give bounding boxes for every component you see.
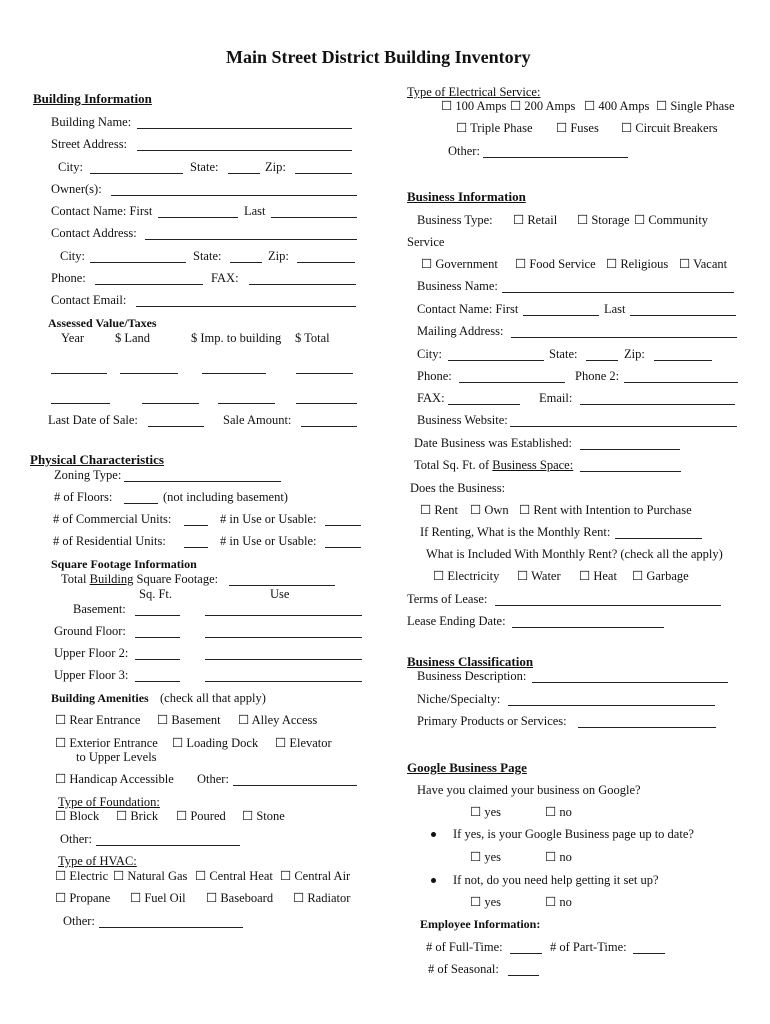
contact-state-field[interactable] xyxy=(230,262,262,263)
alley-access-checkbox[interactable]: ☐ Alley Access xyxy=(238,713,318,727)
imp-field-2[interactable] xyxy=(218,403,275,404)
description-label: Business Description: xyxy=(417,669,527,683)
hvac-other-field[interactable] xyxy=(99,927,243,928)
contact-first-field[interactable] xyxy=(158,217,238,218)
commercial-units-field[interactable] xyxy=(184,525,208,526)
contact-address-field[interactable] xyxy=(145,239,357,240)
foundation-block-checkbox[interactable]: ☐ Block xyxy=(55,809,100,823)
seasonal-field[interactable] xyxy=(508,975,539,976)
hvac-central-air-checkbox[interactable]: ☐ Central Air xyxy=(280,869,351,883)
state-field[interactable] xyxy=(228,173,260,174)
year-field-1[interactable] xyxy=(51,373,107,374)
contact-city-label: City: xyxy=(60,249,86,263)
floors-note: (not including basement) xyxy=(163,490,288,504)
q2-yes-checkbox[interactable]: ☐ yes xyxy=(470,850,501,864)
employee-heading: Employee Information: xyxy=(420,917,541,931)
biz-state-field[interactable] xyxy=(586,360,618,361)
zoning-type-label: Zoning Type: xyxy=(54,468,122,482)
amenities-note: (check all that apply) xyxy=(160,691,266,705)
biz-contact-last-label: Last xyxy=(604,302,626,316)
bullet-icon xyxy=(431,878,436,883)
sqft-heading: Square Footage Information xyxy=(51,557,197,571)
contact-zip-field[interactable] xyxy=(297,262,355,263)
contact-email-field[interactable] xyxy=(136,306,356,307)
does-business-label: Does the Business: xyxy=(410,481,506,495)
hvac-propane-checkbox[interactable]: ☐ Propane xyxy=(55,891,111,905)
elec-fuses-checkbox[interactable]: ☐ Fuses xyxy=(556,121,599,135)
biz-email-label: Email: xyxy=(539,391,573,405)
street-address-field[interactable] xyxy=(137,150,352,151)
google-q1: Have you claimed your business on Google? xyxy=(417,783,641,797)
q1-yes-checkbox[interactable]: ☐ yes xyxy=(470,805,501,819)
biz-phone-label: Phone: xyxy=(417,369,452,383)
biz-fax-field[interactable] xyxy=(448,404,520,405)
floors-label: # of Floors: xyxy=(54,490,113,504)
biz-city-field[interactable] xyxy=(448,360,544,361)
hvac-heading: Type of HVAC: xyxy=(58,854,137,868)
total-field-2[interactable] xyxy=(296,403,357,404)
land-field-2[interactable] xyxy=(142,403,199,404)
seasonal-label: # of Seasonal: xyxy=(428,962,499,976)
products-label: Primary Products or Services: xyxy=(417,714,567,728)
niche-label: Niche/Specialty: xyxy=(417,692,501,706)
total-building-sqft-field[interactable] xyxy=(229,585,335,586)
residential-in-use-label: # in Use or Usable: xyxy=(220,534,317,548)
zip-field[interactable] xyxy=(295,173,352,174)
hvac-other-label: Other: xyxy=(63,914,95,928)
biz-fax-label: FAX: xyxy=(417,391,445,405)
elec-single-phase-checkbox[interactable]: ☐ Single Phase xyxy=(656,99,735,113)
q3-no-checkbox[interactable]: ☐ no xyxy=(545,895,572,909)
building-info-heading: Building Information xyxy=(33,91,152,106)
land-field-1[interactable] xyxy=(120,373,178,374)
contact-address-label: Contact Address: xyxy=(51,226,137,240)
total-field-1[interactable] xyxy=(296,373,353,374)
biz-contact-last-field[interactable] xyxy=(630,315,736,316)
col-land: $ Land xyxy=(115,331,151,345)
date-established-label: Date Business was Established: xyxy=(414,436,572,450)
biz-phone2-field[interactable] xyxy=(624,382,738,383)
q3-yes-checkbox[interactable]: ☐ yes xyxy=(470,895,501,909)
floors-field[interactable] xyxy=(124,503,158,504)
contact-state-label: State: xyxy=(193,249,222,263)
terms-of-lease-field[interactable] xyxy=(495,605,721,606)
ground-floor-use-field[interactable] xyxy=(205,637,362,638)
service-text: Service xyxy=(407,235,445,249)
biz-zip-field[interactable] xyxy=(654,360,712,361)
google-q3: If not, do you need help getting it set up? xyxy=(453,873,659,887)
commercial-in-use-label: # in Use or Usable: xyxy=(220,512,317,526)
elec-triple-phase-checkbox[interactable]: ☐ Triple Phase xyxy=(456,121,533,135)
amenities-other-label: Other: xyxy=(197,772,229,786)
handicap-accessible-checkbox[interactable]: ☐ Handicap Accessible xyxy=(55,772,174,786)
biz-phone2-label: Phone 2: xyxy=(575,369,620,383)
zoning-type-field[interactable] xyxy=(124,481,281,482)
water-checkbox[interactable]: ☐ Water xyxy=(517,569,561,583)
date-established-field[interactable] xyxy=(580,449,680,450)
biz-state-label: State: xyxy=(549,347,578,361)
hvac-central-heat-checkbox[interactable]: ☐ Central Heat xyxy=(195,869,273,883)
full-time-field[interactable] xyxy=(510,953,542,954)
col-imp: $ Imp. to building xyxy=(191,331,282,345)
ground-floor-sqft-field[interactable] xyxy=(135,637,180,638)
biz-contact-first-field[interactable] xyxy=(523,315,599,316)
upper-floor-3-sqft-field[interactable] xyxy=(135,681,180,682)
physical-heading: Physical Characteristics xyxy=(30,452,164,467)
business-sqft-field[interactable] xyxy=(580,471,681,472)
fax-label: FAX: xyxy=(211,271,239,285)
hvac-electric-checkbox[interactable]: ☐ Electric xyxy=(55,869,109,883)
type-community-checkbox[interactable]: ☐ Community xyxy=(634,213,709,227)
last-sale-date-label: Last Date of Sale: xyxy=(48,413,138,427)
biz-contact-first-label: Contact Name: First xyxy=(417,302,519,316)
business-name-field[interactable] xyxy=(502,292,734,293)
contact-last-field[interactable] xyxy=(271,217,357,218)
lease-end-field[interactable] xyxy=(512,627,664,628)
elec-100-amps-checkbox[interactable]: ☐ 100 Amps xyxy=(441,99,507,113)
foundation-brick-checkbox[interactable]: ☐ Brick xyxy=(116,809,159,823)
mailing-address-field[interactable] xyxy=(511,337,737,338)
upper-floor-2-sqft-field[interactable] xyxy=(135,659,180,660)
fax-field[interactable] xyxy=(249,284,356,285)
last-sale-date-field[interactable] xyxy=(148,426,204,427)
elec-other-label: Other: xyxy=(448,144,480,158)
foundation-other-field[interactable] xyxy=(96,845,240,846)
google-q2: If yes, is your Google Business page up to date? xyxy=(453,827,694,841)
products-field[interactable] xyxy=(578,727,716,728)
upper-floor-3-use-field[interactable] xyxy=(205,681,362,682)
basement-checkbox[interactable]: ☐ Basement xyxy=(157,713,221,727)
hvac-fuel-oil-checkbox[interactable]: ☐ Fuel Oil xyxy=(130,891,186,905)
use-col-header: Use xyxy=(270,587,290,601)
biz-email-field[interactable] xyxy=(580,404,735,405)
basement-use-field[interactable] xyxy=(205,615,362,616)
foundation-poured-checkbox[interactable]: ☐ Poured xyxy=(176,809,226,823)
garbage-checkbox[interactable]: ☐ Garbage xyxy=(632,569,689,583)
foundation-heading: Type of Foundation: xyxy=(58,795,160,809)
commercial-in-use-field[interactable] xyxy=(325,525,361,526)
basement-sqft-field[interactable] xyxy=(135,615,180,616)
hvac-natural-gas-checkbox[interactable]: ☐ Natural Gas xyxy=(113,869,188,883)
niche-field[interactable] xyxy=(508,705,715,706)
elec-other-field[interactable] xyxy=(483,157,628,158)
hvac-baseboard-checkbox[interactable]: ☐ Baseboard xyxy=(206,891,274,905)
total-building-sqft-label: Total Building Square Footage: xyxy=(61,572,219,586)
basement-label: Basement: xyxy=(73,602,126,616)
col-total: $ Total xyxy=(295,331,330,345)
foundation-stone-checkbox[interactable]: ☐ Stone xyxy=(242,809,285,823)
contact-city-field[interactable] xyxy=(90,262,186,263)
monthly-rent-label: If Renting, What is the Monthly Rent: xyxy=(420,525,611,539)
type-government-checkbox[interactable]: ☐ Government xyxy=(421,257,498,271)
bullet-icon xyxy=(431,832,436,837)
page-title: Main Street District Building Inventory xyxy=(226,47,531,67)
col-year: Year xyxy=(61,331,85,345)
sqft-col-header: Sq. Ft. xyxy=(139,587,173,601)
business-sqft-label: Total Sq. Ft. of Business Space: xyxy=(414,458,574,472)
assessed-heading: Assessed Value/Taxes xyxy=(48,316,157,330)
year-field-2[interactable] xyxy=(51,403,110,404)
contact-zip-label: Zip: xyxy=(268,249,289,263)
electricity-checkbox[interactable]: ☐ Electricity xyxy=(433,569,500,583)
sale-amount-label: Sale Amount: xyxy=(223,413,292,427)
residential-units-field[interactable] xyxy=(184,547,208,548)
upper-floor-2-label: Upper Floor 2: xyxy=(54,646,129,660)
upper-floor-2-use-field[interactable] xyxy=(205,659,362,660)
owners-field[interactable] xyxy=(111,195,357,196)
owners-label: Owner(s): xyxy=(51,182,102,196)
street-address-label: Street Address: xyxy=(51,137,128,151)
type-religious-checkbox[interactable]: ☐ Religious xyxy=(606,257,669,271)
building-name-label: Building Name: xyxy=(51,115,132,129)
residential-in-use-field[interactable] xyxy=(325,547,361,548)
q2-no-checkbox[interactable]: ☐ no xyxy=(545,850,572,864)
rear-entrance-checkbox[interactable]: ☐ Rear Entrance xyxy=(55,713,141,727)
contact-last-label: Last xyxy=(244,204,266,218)
exterior-entrance-checkbox[interactable]: ☐ Exterior Entrance xyxy=(55,736,158,750)
amenities-other-field[interactable] xyxy=(233,785,357,786)
elec-200-amps-checkbox[interactable]: ☐ 200 Amps xyxy=(510,99,576,113)
foundation-other-label: Other: xyxy=(60,832,92,846)
imp-field-1[interactable] xyxy=(202,373,266,374)
to-upper-levels-text: to Upper Levels xyxy=(76,750,157,764)
full-time-label: # of Full-Time: xyxy=(426,940,503,954)
building-name-field[interactable] xyxy=(137,128,352,129)
google-heading: Google Business Page xyxy=(407,760,527,775)
description-field[interactable] xyxy=(532,682,728,683)
classification-heading: Business Classification xyxy=(407,654,534,669)
rent-checkbox[interactable]: ☐ Rent xyxy=(420,503,458,517)
type-food-service-checkbox[interactable]: ☐ Food Service xyxy=(515,257,596,271)
ground-floor-label: Ground Floor: xyxy=(54,624,126,638)
contact-email-label: Contact Email: xyxy=(51,293,127,307)
sale-amount-field[interactable] xyxy=(301,426,357,427)
amenities-heading: Building Amenities xyxy=(51,691,149,705)
elec-400-amps-checkbox[interactable]: ☐ 400 Amps xyxy=(584,99,650,113)
city-label: City: xyxy=(58,160,84,174)
residential-units-label: # of Residential Units: xyxy=(53,534,166,548)
biz-zip-label: Zip: xyxy=(624,347,645,361)
business-info-heading: Business Information xyxy=(407,189,526,204)
terms-of-lease-label: Terms of Lease: xyxy=(407,592,488,606)
business-type-label: Business Type: xyxy=(417,213,493,227)
type-storage-checkbox[interactable]: ☐ Storage xyxy=(577,213,630,227)
electrical-heading: Type of Electrical Service: xyxy=(407,85,541,99)
elevator-checkbox[interactable]: ☐ Elevator xyxy=(275,736,332,750)
commercial-units-label: # of Commercial Units: xyxy=(53,512,172,526)
heat-checkbox[interactable]: ☐ Heat xyxy=(579,569,617,583)
upper-floor-3-label: Upper Floor 3: xyxy=(54,668,129,682)
rent-to-purchase-checkbox[interactable]: ☐ Rent with Intention to Purchase xyxy=(519,503,692,517)
elec-circuit-breakers-checkbox[interactable]: ☐ Circuit Breakers xyxy=(621,121,718,135)
state-label: State: xyxy=(190,160,219,174)
website-label: Business Website: xyxy=(417,413,508,427)
part-time-label: # of Part-Time: xyxy=(550,940,627,954)
own-checkbox[interactable]: ☐ Own xyxy=(470,503,509,517)
monthly-rent-field[interactable] xyxy=(615,538,702,539)
city-field[interactable] xyxy=(90,173,183,174)
part-time-field[interactable] xyxy=(633,953,665,954)
phone-label: Phone: xyxy=(51,271,86,285)
lease-end-label: Lease Ending Date: xyxy=(407,614,506,628)
type-retail-checkbox[interactable]: ☐ Retail xyxy=(513,213,558,227)
business-name-label: Business Name: xyxy=(417,279,498,293)
included-rent-label: What is Included With Monthly Rent? (check all the apply) xyxy=(426,547,723,561)
type-vacant-checkbox[interactable]: ☐ Vacant xyxy=(679,257,728,271)
q1-no-checkbox[interactable]: ☐ no xyxy=(545,805,572,819)
biz-phone-field[interactable] xyxy=(459,382,565,383)
contact-name-first-label: Contact Name: First xyxy=(51,204,153,218)
biz-city-label: City: xyxy=(417,347,443,361)
phone-field[interactable] xyxy=(95,284,203,285)
website-field[interactable] xyxy=(510,426,737,427)
loading-dock-checkbox[interactable]: ☐ Loading Dock xyxy=(172,736,259,750)
mailing-address-label: Mailing Address: xyxy=(417,324,504,338)
zip-label: Zip: xyxy=(265,160,286,174)
hvac-radiator-checkbox[interactable]: ☐ Radiator xyxy=(293,891,351,905)
